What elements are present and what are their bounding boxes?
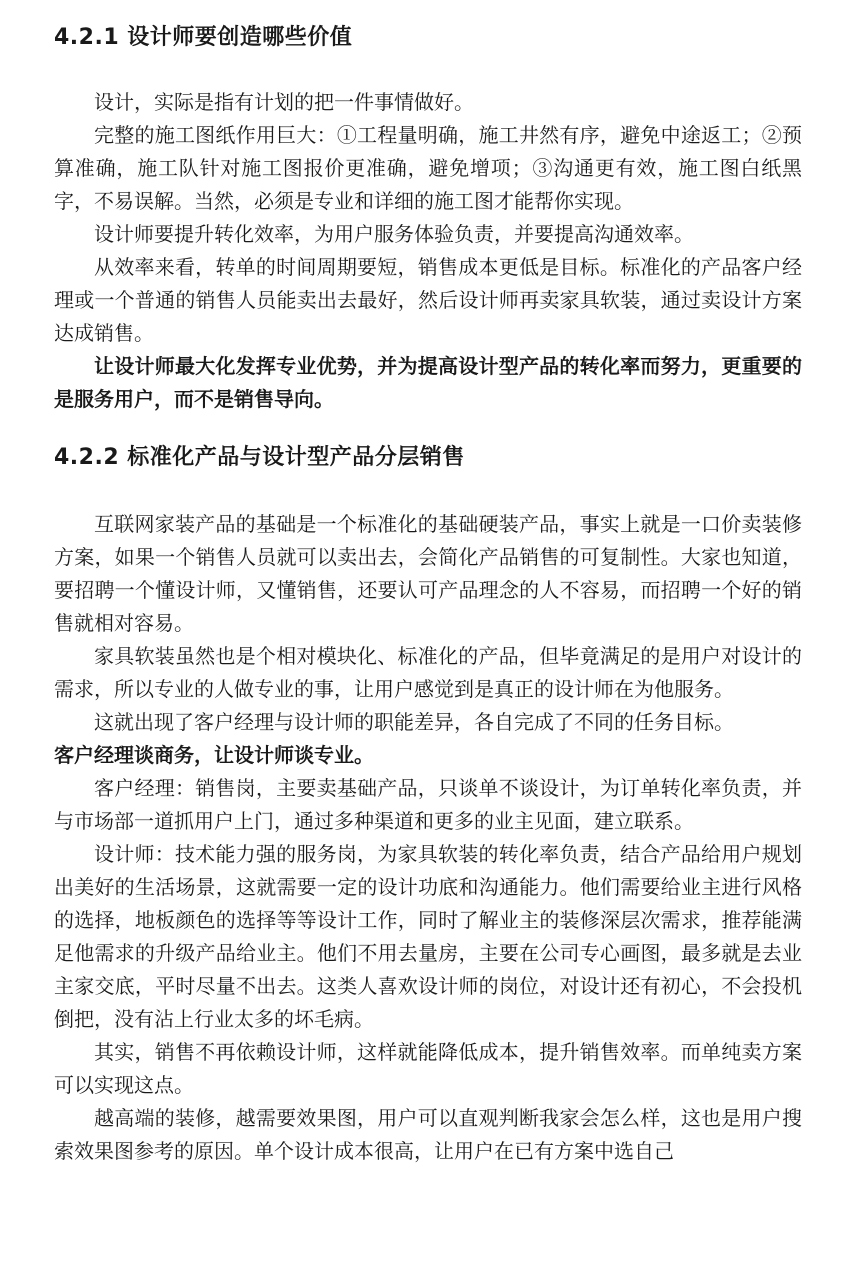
paragraph: 互联网家装产品的基础是一个标准化的基础硬装产品，事实上就是一口价卖装修方案，如果一个销售人员就可以卖出去，会简化产品销售的可复制性。大家也知道，要招聘一个懂设计师，又懂销售，还要认可产品理念的人不容易，而招聘一个好的销售就相对容易。 [54,512,802,635]
section-heading-4-2-1: 4.2.1 设计师要创造哪些价值 [54,25,353,50]
paragraph: 设计，实际是指有计划的把一件事情做好。 [94,90,474,114]
paragraph: 从效率来看，转单的时间周期要短，销售成本更低是目标。标准化的产品客户经理或一个普通的销售人员能卖出去最好，然后设计师再卖家具软装，通过卖设计方案达成销售。 [54,255,802,345]
bold-paragraph: 让设计师最大化发挥专业优势，并为提高设计型产品的转化率而努力，更重要的是服务用户，而不是销售导向。 [54,354,802,411]
paragraph: 设计师：技术能力强的服务岗，为家具软装的转化率负责，结合产品给用户规划出美好的生活场景，这就需要一定的设计功底和沟通能力。他们需要给业主进行风格的选择，地板颜色的选择等等设计工作，同时了解业主的装修深层次需求，推荐能满足他需求的升级产品给业主。他们不用去量房，主要在公司专心画图，最多就是去业主家交底，平时尽量不出去。这类人喜欢设计师的岗位，对设计还有初心，不会投机倒把，没有沾上行业太多的坏毛病。 [54,842,802,1031]
paragraph: 其实，销售不再依赖设计师，这样就能降低成本，提升销售效率。而单纯卖方案可以实现这点。 [54,1040,802,1097]
paragraph: 这就出现了客户经理与设计师的职能差异，各自完成了不同的任务目标。 [94,710,734,734]
paragraph: 家具软装虽然也是个相对模块化、标准化的产品，但毕竟满足的是用户对设计的需求，所以专业的人做专业的事，让用户感觉到是真正的设计师在为他服务。 [54,644,802,701]
paragraph: 客户经理：销售岗，主要卖基础产品，只谈单不谈设计，为订单转化率负责，并与市场部一道抓用户上门，通过多种渠道和更多的业主见面，建立联系。 [54,776,802,833]
bold-paragraph: 客户经理谈商务，让设计师谈专业。 [54,743,374,767]
paragraph: 完整的施工图纸作用巨大：①工程量明确，施工井然有序，避免中途返工；②预算准确，施工队针对施工图报价更准确，避免增项；③沟通更有效，施工图白纸黑字，不易误解。当然，必须是专业和详细的施工图才能帮你实现。 [54,123,802,213]
paragraph: 越高端的装修，越需要效果图，用户可以直观判断我家会怎么样，这也是用户搜索效果图参考的原因。单个设计成本很高，让用户在已有方案中选自己 [54,1106,802,1163]
paragraph: 设计师要提升转化效率，为用户服务体验负责，并要提高沟通效率。 [94,222,694,246]
section-heading-4-2-2: 4.2.2 标准化产品与设计型产品分层销售 [54,445,465,470]
